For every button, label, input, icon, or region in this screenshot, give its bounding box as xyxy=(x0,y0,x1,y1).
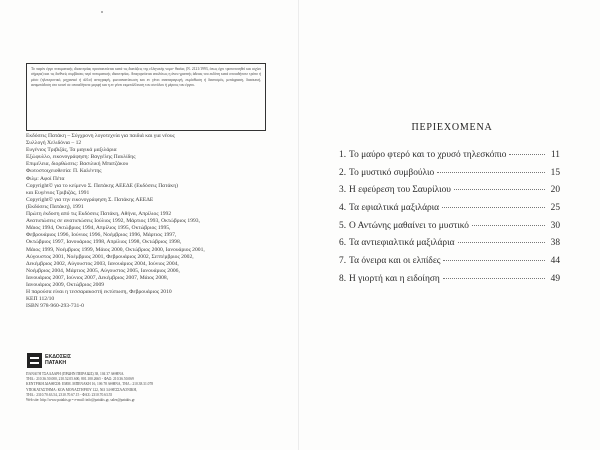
toc-leader-dots xyxy=(454,189,545,190)
toc-entry-page: 15 xyxy=(550,167,560,178)
imprint-line: Ανατυπώσεις σε ανατυπώσεις Ιούλιος 1992, Μάρτιος 1993, Οκτώβριος 1993, xyxy=(26,218,200,225)
toc-entry[interactable] xyxy=(339,185,560,203)
toc-entry-number: 5. xyxy=(339,220,347,231)
copyright-line: περί πνευματικής ιδιοκτησίας. Απαγορεύεται απολύτως η άνευ γραπτής άδειας του εκδότη xyxy=(84,72,220,77)
imprint-line: Η παρούσα είναι η τεσσαρακοστή εκτύπωση, Φεβρουάριος 2010 xyxy=(26,289,172,296)
toc-entry-title: Το μυστικό συμβούλιο xyxy=(349,167,435,178)
toc-leader-dots xyxy=(442,207,545,208)
copyright-notice-box xyxy=(26,63,266,131)
toc-entry-page: 49 xyxy=(550,273,560,284)
toc-entry[interactable] xyxy=(339,168,560,186)
imprint-line: Φωτοστοιχειοθεσία: Π. Καλέντης xyxy=(26,168,102,175)
imprint-line: Αύγουστος 2001, Νοέμβριος 2001, Φεβρουάριος 2002, Σεπτέμβριος 2002, xyxy=(26,253,194,260)
publisher-address-line: ΥΠΟΚΑΤΑΣΤΗΜΑ: ΚΟΑ ΜΟΝΑΣΤΗΡΙΟΥ 122, 563 34 ΘΕΣΣΑΛΟΝΙΚΗ, xyxy=(26,387,138,392)
toc-entry-number: 8. xyxy=(339,273,347,284)
table-of-contents xyxy=(339,150,560,292)
toc-leader-dots xyxy=(437,172,545,173)
toc-entry-title: Ο Αντώνης μαθαίνει το μυστικό xyxy=(349,220,469,231)
toc-leader-dots xyxy=(443,260,545,261)
scan-speck xyxy=(101,11,103,13)
toc-entry[interactable] xyxy=(339,238,560,256)
page-gutter xyxy=(298,0,299,450)
imprint-line: Copyright© για το κείμενο Σ. Πατάκης ΑΕΕΔΕ (Εκδόσεις Πατάκη) xyxy=(26,182,179,189)
imprint-line: Φεβρουάριος 1996, Ιούνιος 1996, Νοέμβριος 1996, Μάρτιος 1997, xyxy=(26,232,177,239)
imprint-line: Copyright© για την εικονογράφηση Σ. Πατάκης ΑΕΕΔΕ xyxy=(26,196,154,203)
imprint-line: Ιανουάριος 2007, Ιούνιος 2007, Δεκέμβριος 2007, Μάιος 2008, xyxy=(26,274,169,281)
toc-entry-title: Το μαύρο φτερό και το χρυσό τηλεσκόπιο xyxy=(349,150,507,160)
imprint-line: Νοέμβριος 2004, Μάρτιος 2005, Αύγουστος 2005, Ιανουάριος 2006, xyxy=(26,267,180,274)
isbn-line: ISBN 978-960-293-731-0 xyxy=(26,303,84,310)
toc-entry-number: 6. xyxy=(339,238,347,249)
imprint-line: και Ευγένιος Τριβιζάς, 1991 xyxy=(26,189,90,196)
toc-entry[interactable] xyxy=(339,256,560,274)
book-stack-icon xyxy=(27,353,42,368)
publisher-address-line: ΤΗΛ.: 210.36.50.000, 210.52.05.600, 801.100.2665 - ΦΑΞ: 210.36.50.069 xyxy=(26,377,134,382)
imprint-line: Οκτώβριος 1997, Ιανουάριος 1998, Απρίλιος 1998, Οκτώβριος 1998, xyxy=(26,239,182,246)
toc-entry-title: Η εφεύρεση του Σαυρίλιου xyxy=(349,185,451,196)
imprint-line: Εκδόσεις Πατάκη – Σύγχρονη λογοτεχνία για παιδιά και για νέους xyxy=(26,133,175,139)
logo-line: ΕΚΔΟΣΕΙΣ xyxy=(45,354,71,360)
toc-entry-title: Η γιορτή και η ειδοίηση xyxy=(349,273,440,284)
toc-leader-dots xyxy=(509,154,545,155)
toc-entry-page: 20 xyxy=(550,185,560,196)
toc-entry[interactable] xyxy=(339,221,560,239)
toc-entry[interactable] xyxy=(339,150,560,168)
imprint-line: Φιλμ: Αφοί Πέτα xyxy=(26,175,65,182)
toc-entry-number: 2. xyxy=(339,167,347,178)
toc-entry-title: Τα εφιαλτικά μαξιλάρια xyxy=(349,203,440,214)
copyright-line: κοινό σε οποιαδήποτε μορφή και η εν γένει εκμετάλλευση του συνόλου ή μέρους του έργου. xyxy=(58,82,195,87)
publisher-logo-text xyxy=(45,354,71,366)
logo-line: ΠΑΤΑΚΗ xyxy=(45,360,67,367)
imprint-line: Μάιος 1999, Νοέμβριος 1999, Μάιος 2000, Οκτώβριος 2000, Ιανουάριος 2001, xyxy=(26,246,205,253)
imprint-line: Συλλογή Χελιδόνια – 12 xyxy=(26,140,82,147)
toc-entry-title: Τα αντιεφιαλτικά μαξιλάρια xyxy=(349,238,455,249)
imprint-block xyxy=(26,133,276,310)
publisher-logo xyxy=(27,353,85,368)
copyright-line: Το παρόν έργο πνευματικής ιδιοκτησίας προστατεύεται κατά τις διατάξεις της ελληνικής νομο- xyxy=(31,67,174,71)
publisher-address-line: Web site: http://www.patakis.gr • e-mail: info@patakis.gr, sales@patakis.gr xyxy=(26,398,135,403)
imprint-line: (Εκδόσεις Πατάκη), 1991 xyxy=(26,203,84,210)
toc-entry[interactable] xyxy=(339,203,560,221)
imprint-line: Δεκέμβριος 2002, Αύγουστος 2003, Ιανουάριος 2004, Ιούνιος 2004, xyxy=(26,260,179,267)
copyright-line: και εν γένει αναπαραγωγή, εκμίσθωση ή δανεισμός, μετάφραση, διασκευή, αναμετάδοση στο xyxy=(31,77,262,87)
toc-entry[interactable] xyxy=(339,274,560,292)
publisher-address-line: ΚΕΝΤΡΙΚΗ ΔΙΑΘΕΣΗ: ΕΜΜ. ΜΠΕΝΑΚΗ 16, 106 78 ΑΘΗΝΑ, ΤΗΛ.: 210.38.31.078 xyxy=(26,382,154,387)
toc-title: ΠΕΡΙΕΧΟΜΕΝΑ xyxy=(411,122,493,133)
publisher-address xyxy=(26,372,276,403)
copyright-line: θεσίας (Ν. 2121/1993, όπως έχει τροποποιηθεί και ισχύει σήμερα) και τις διεθνείς συμβάσεις xyxy=(31,67,262,77)
toc-entry-number: 3. xyxy=(339,185,347,196)
toc-entry-page: 11 xyxy=(550,150,560,160)
toc-leader-dots xyxy=(458,242,545,243)
toc-entry-title: Τα όνειρα και οι ελπίδες xyxy=(349,256,441,267)
toc-leader-dots xyxy=(443,278,545,279)
toc-entry-page: 38 xyxy=(550,238,560,249)
imprint-line: Εξώφυλλο, εικονογράφηση: Βαγγέλης Παυλίδης xyxy=(26,154,136,161)
toc-entry-number: 7. xyxy=(339,256,347,267)
imprint-line: Μάιος 1994, Οκτώβριος 1994, Απρίλιος 1995, Οκτώβριος 1995, xyxy=(26,225,171,232)
copyright-line: κατά οποιοδήποτε τρόπο ή μέσο (ηλεκτρονικό, μηχανικό ή άλλο) αντιγραφή, φωτοανατύπωση xyxy=(31,72,262,82)
copyright-notice-text xyxy=(31,67,261,88)
imprint-line: Ιανουάριος 2009, Οκτώβριος 2009 xyxy=(26,281,105,288)
toc-entry-page: 25 xyxy=(550,203,560,214)
toc-leader-dots xyxy=(472,225,545,226)
imprint-line: ΚΕΠ 112/10 xyxy=(26,296,55,303)
imprint-line: Ευγένιος Τριβιζάς, Τα μαγικά μαξιλάρια xyxy=(26,147,117,154)
publisher-address-line: ΠΑΝΑΓΗ ΤΣΑΛΔΑΡΗ (ΠΡΩΗΝ ΠΕΙΡΑΙΩΣ) 38, 104 37 ΑΘΗΝΑ. xyxy=(26,372,125,376)
toc-entry-page: 30 xyxy=(550,220,560,231)
imprint-line: Επιμέλεια, διορθώσεις: Βασιλική Μπατζάκου xyxy=(26,161,129,168)
imprint-line: Πρώτη έκδοση από τις Εκδόσεις Πατάκη, Αθήνα, Απρίλιος 1992 xyxy=(26,211,172,218)
toc-entry-page: 44 xyxy=(550,256,560,267)
publisher-address-line: ΤΗΛ.: 2310.70.63.54, 2310.70.67.15 - ΦΑΞ: 2310.70.63.55 xyxy=(26,392,113,397)
toc-entry-number: 4. xyxy=(339,203,347,214)
toc-entry-number: 1. xyxy=(339,150,347,160)
